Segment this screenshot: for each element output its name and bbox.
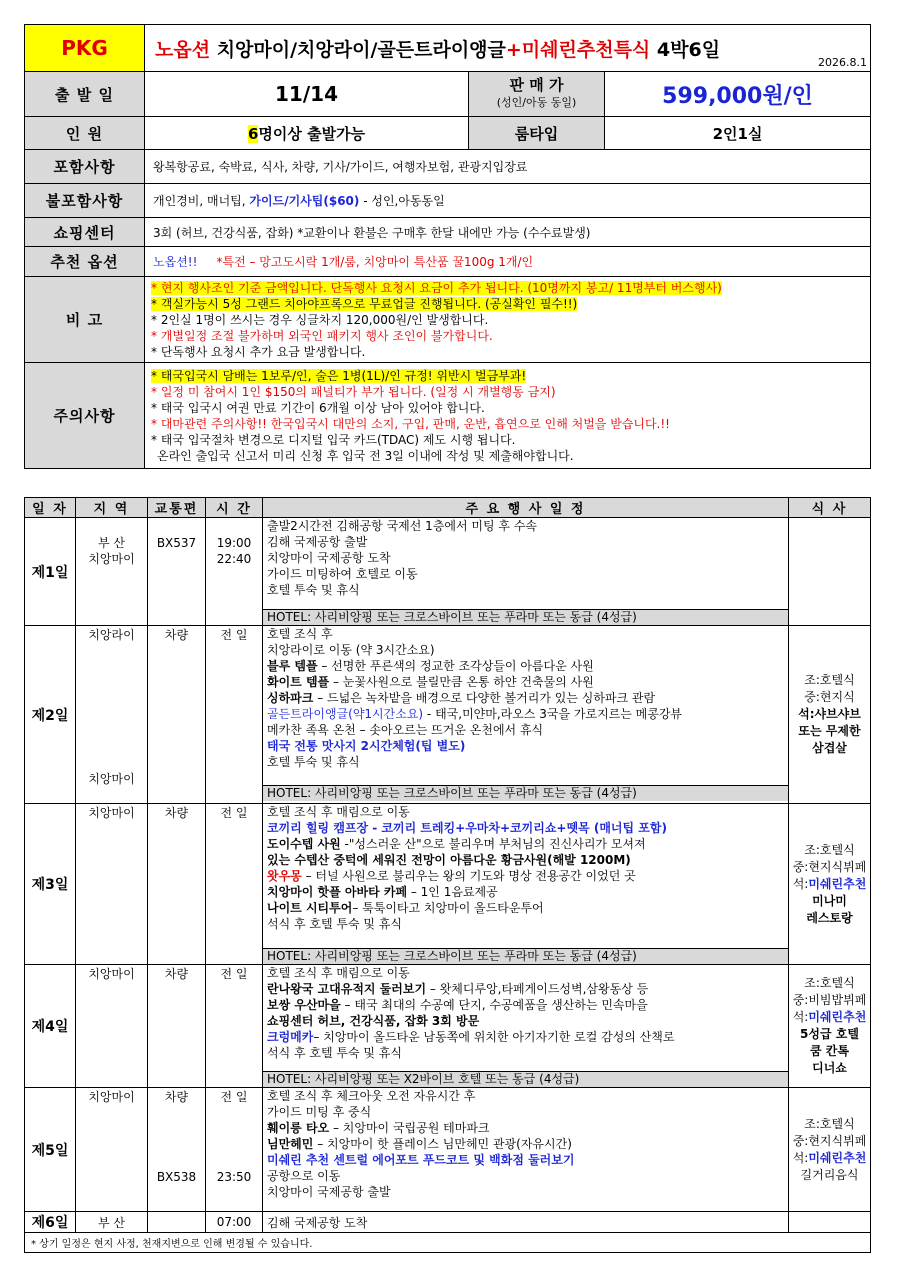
issue-date: 2026.8.1 (818, 56, 868, 69)
guide-tip: 가이드/기사팁($60) (249, 194, 360, 208)
day-row-5 (25, 1088, 871, 1212)
activity-line: 왓우몽 – 터널 사원으로 불리우는 왕의 기도와 명상 전용공간 이었던 곳 (267, 869, 636, 883)
hotel-line: HOTEL: 사리비앙핑 또는 크로스바이브 또는 푸라마 또는 동급 (4성급) (263, 785, 788, 801)
activity-line: 호텔 조식 후 매림으로 이동 (267, 966, 410, 980)
activity-line: 가이드 미팅하여 호텔로 이동 (267, 567, 418, 581)
activity-line: 치앙마이 국제공항 도착 (267, 551, 391, 565)
day-activities (263, 804, 789, 965)
activity-line: 호텔 투숙 및 휴식 (267, 755, 360, 769)
activity-line: 쇼핑센터 허브, 건강식품, 잡화 3회 방문 (267, 1014, 480, 1028)
exclude-label: 불포함사항 (25, 184, 145, 218)
activity-line: 치앙마이 핫플 아바타 카페 – 1인 1음료제공 (267, 885, 498, 899)
shopping-label: 쇼핑센터 (25, 218, 145, 247)
day-row-2 (25, 626, 871, 804)
day-region: 치앙라이 치앙마이 (76, 626, 148, 804)
option-label: 추천 옵션 (25, 247, 145, 277)
remarks-label: 비 고 (25, 277, 145, 363)
include-value: 왕복항공료, 숙박료, 식사, 차량, 기사/가이드, 여행자보험, 관광지입장료 (145, 150, 871, 184)
activity-line: 미쉐린 추천 센트럴 에어포트 푸드코트 및 백화점 둘러보기 (267, 1153, 575, 1167)
activity-line: 치앙마이 국제공항 출발 (267, 1185, 391, 1199)
activity-line: 메카찬 족욕 온천 – 솟아오르는 뜨거운 온천에서 휴식 (267, 723, 544, 737)
caution-label: 주의사항 (25, 363, 145, 469)
hotel-line: HOTEL: 사리비앙핑 또는 크로스바이브 또는 푸라마 또는 동급 (4성급) (263, 948, 788, 964)
day-transport: 차량 BX538 (148, 1088, 206, 1212)
day-transport: BX537 (148, 518, 206, 626)
day-meals: 조:호텔식 중:현지식뷔페 석:미쉐린추천 미나미 레스토랑 (789, 804, 871, 965)
day-transport: 차량 (148, 804, 206, 965)
activity-line: 치앙라이로 이동 (약 3시간소요) (267, 643, 435, 657)
hotel-line: HOTEL: 사리비앙핑 또는 X2바이브 호텔 또는 동급 (4성급) (263, 1071, 788, 1087)
activity-line: 석식 후 호텔 투숙 및 휴식 (267, 1046, 402, 1060)
day-time: 전 일 (206, 804, 263, 965)
depart-label: 출 발 일 (25, 72, 145, 117)
activity-line: 호텔 조식 후 체크아웃 오전 자유시간 후 (267, 1089, 476, 1103)
activity-line: 호텔 조식 후 매림으로 이동 (267, 805, 410, 819)
schedule-header: 일 자 지 역 교통편 시 간 주 요 행 사 일 정 식 사 (25, 498, 871, 518)
activity-line: 화이트 템플 – 눈꽃사원으로 불릴만큼 온통 하얀 건축물의 사원 (267, 675, 594, 689)
day-label: 제5일 (25, 1088, 76, 1212)
day-transport: 차량 (148, 965, 206, 1088)
activity-line: 크렁메카– 치앙마이 올드타운 남동쪽에 위치한 아기자기한 로컬 감성의 산책로 (267, 1030, 675, 1044)
activity-line: 란나왕국 고대유적지 둘러보기 – 왓체디루앙,타페게이드성벽,삼왕동상 등 (267, 982, 649, 996)
activity-line: 출발2시간전 김해공항 국제선 1층에서 미팅 후 수속 (267, 519, 537, 533)
activity-line: 골든트라이앵글(약1시간소요) - 태국,미얀마,라오스 3국을 가로지르는 메콩강뷰 (267, 707, 683, 721)
day-region: 치앙마이 (76, 804, 148, 965)
activity-line: 코끼리 힐링 캠프장 - 코끼리 트레킹+우마차+코끼리쇼+뗏목 (매너팁 포함) (267, 821, 667, 835)
day-region: 치앙마이 (76, 965, 148, 1088)
price: 599,000원/인 (605, 72, 871, 117)
caution-list: * 태국입국시 담배는 1보루/인, 술은 1병(1L)/인 규정! 위반시 벌금부과! * 일정 미 참여시 1인 $150의 패널티가 부가 됩니다. (일정 시 개별행동 금지) * 태국 입국시 여권 만료 기간이 6개월 이상 남아 있어야 합니다. * 대마관련 주의사항!! 한국입국시 대만의 소지, 구입, 판매, 운반, 흡연으로 인해 처벌을 받습니다.!! * 태국 입국절차 변경으로 디지털 입국 카드(TDAC) 제도 시행 됩니다. 온라인 출입국 신고서 미리 신청 후 입국 전 3일 이내에 작성 및 제출해야합니다. (145, 363, 871, 469)
day-meals (789, 518, 871, 626)
activity-line: 호텔 조식 후 (267, 627, 333, 641)
activity-line: 있는 수텝산 중턱에 세워진 전망이 아름다운 황금사원(해발 1200M) (267, 853, 631, 867)
day-region: 부 산 치앙마이 (76, 518, 148, 626)
sell-label: 판 매 가 (성인/아동 동일) (469, 72, 605, 117)
day-row-3 (25, 804, 871, 965)
activity-line: 훼이릉 타오 – 치앙마이 국립공원 테마파크 (267, 1121, 490, 1135)
activity-line: 나이트 시티투어– 툭툭이타고 치앙마이 올드타운투어 (267, 901, 544, 915)
day-meals: 조:호텔식 중:현지식뷔페 석:미쉐린추천 길거리음식 (789, 1088, 871, 1212)
activity-line: 김해 국제공항 출발 (267, 535, 368, 549)
day-row-1 (25, 518, 871, 626)
activity-line: 가이드 미팅 후 중식 (267, 1105, 372, 1119)
room-type-value: 2인1실 (605, 117, 871, 150)
activity-line: 공항으로 이동 (267, 1169, 341, 1183)
day-activities (263, 1088, 789, 1212)
depart-date: 11/14 (145, 72, 469, 117)
day-meals: 조:호텔식 중:현지식 석:샤브샤브 또는 무제한 삼겹살 (789, 626, 871, 804)
day-activities (263, 965, 789, 1088)
people-label: 인 원 (25, 117, 145, 150)
day-activities (263, 626, 789, 804)
include-label: 포함사항 (25, 150, 145, 184)
people-value: 6명이상 출발가능 (145, 117, 469, 150)
activity-line: 님만헤민 – 치앙마이 핫 플레이스 님만헤민 관광(자유시간) (267, 1137, 572, 1151)
activity-line: 싱하파크 – 드넓은 녹차밭을 배경으로 다양한 볼거리가 있는 싱하파크 관람 (267, 691, 656, 705)
day-region: 치앙마이 (76, 1088, 148, 1212)
activity-line: 석식 후 호텔 투숙 및 휴식 (267, 917, 402, 931)
activity-line: 태국 전통 맛사지 2시간체험(팁 별도) (267, 739, 466, 753)
activity-line: 블루 템플 – 선명한 푸른색의 정교한 조각상들이 아름다운 사원 (267, 659, 594, 673)
day-row-4 (25, 965, 871, 1088)
footnote: * 상기 일정은 현지 사정, 천재지변으로 인해 변경될 수 있습니다. (25, 1233, 871, 1253)
day-time: 19:00 22:40 (206, 518, 263, 626)
package-title: 노옵션 치앙마이/치앙라이/골든트라이앵글+미쉐린추천특식 4박6일 2026.8.1 (145, 25, 871, 72)
day-label: 제4일 (25, 965, 76, 1088)
day-time: 전 일 23:50 (206, 1088, 263, 1212)
remarks-list: * 현지 행사조인 기준 금액입니다. 단독행사 요청시 요금이 추가 됩니다. (10명까지 봉고/ 11명부터 버스행사) * 객실가능시 5성 그랜드 치아야프록으로 무료업글 진행됩니다. (공실확인 필수!!) * 2인실 1명이 쓰시는 경우 싱글차지 120,000원/인 발생합니다. * 개별일정 조절 불가하며 외국인 패키지 행사 조인이 불가합니다. * 단독행사 요청시 추가 요금 발생합니다. (145, 277, 871, 363)
schedule-table (24, 497, 871, 1253)
day-meals: 조:호텔식 중:비빔밥뷔페 석:미쉐린추천 5성급 호텔 쿰 칸톡 디너쇼 (789, 965, 871, 1088)
pkg-badge: PKG (25, 25, 145, 72)
option-value: 노옵션!! *특전 – 망고도시락 1개/룸, 치앙마이 특산품 꿀100g 1개/인 (145, 247, 871, 277)
day-label: 제1일 (25, 518, 76, 626)
day-time: 전 일 (206, 626, 263, 804)
activity-line: 도이수텝 사원 -"성스러운 산"으로 불리우며 부처님의 진신사리가 모셔져 (267, 837, 646, 851)
hotel-line: HOTEL: 사리비앙핑 또는 크로스바이브 또는 푸라마 또는 동급 (4성급) (263, 609, 788, 625)
activity-line: 호텔 투숙 및 휴식 (267, 583, 360, 597)
day-label: 제2일 (25, 626, 76, 804)
day-row-6: 제6일 부 산 07:00 김해 국제공항 도착 (25, 1212, 871, 1233)
activity-line: 보쌍 우산마을 – 태국 최대의 수공예 단지, 수공예품을 생산하는 민속마을 (267, 998, 648, 1012)
exclude-value: 개인경비, 매너팁, 가이드/기사팁($60) - 성인,아동동일 (145, 184, 871, 218)
day-time: 전 일 (206, 965, 263, 1088)
day-activities (263, 518, 789, 626)
shopping-value: 3회 (허브, 건강식품, 잡화) *교환이나 환불은 구매후 한달 내에만 가능 (수수료발생) (145, 218, 871, 247)
day-label: 제3일 (25, 804, 76, 965)
day-transport: 차량 (148, 626, 206, 804)
room-type-label: 룸타입 (469, 117, 605, 150)
package-info-table (24, 24, 871, 469)
